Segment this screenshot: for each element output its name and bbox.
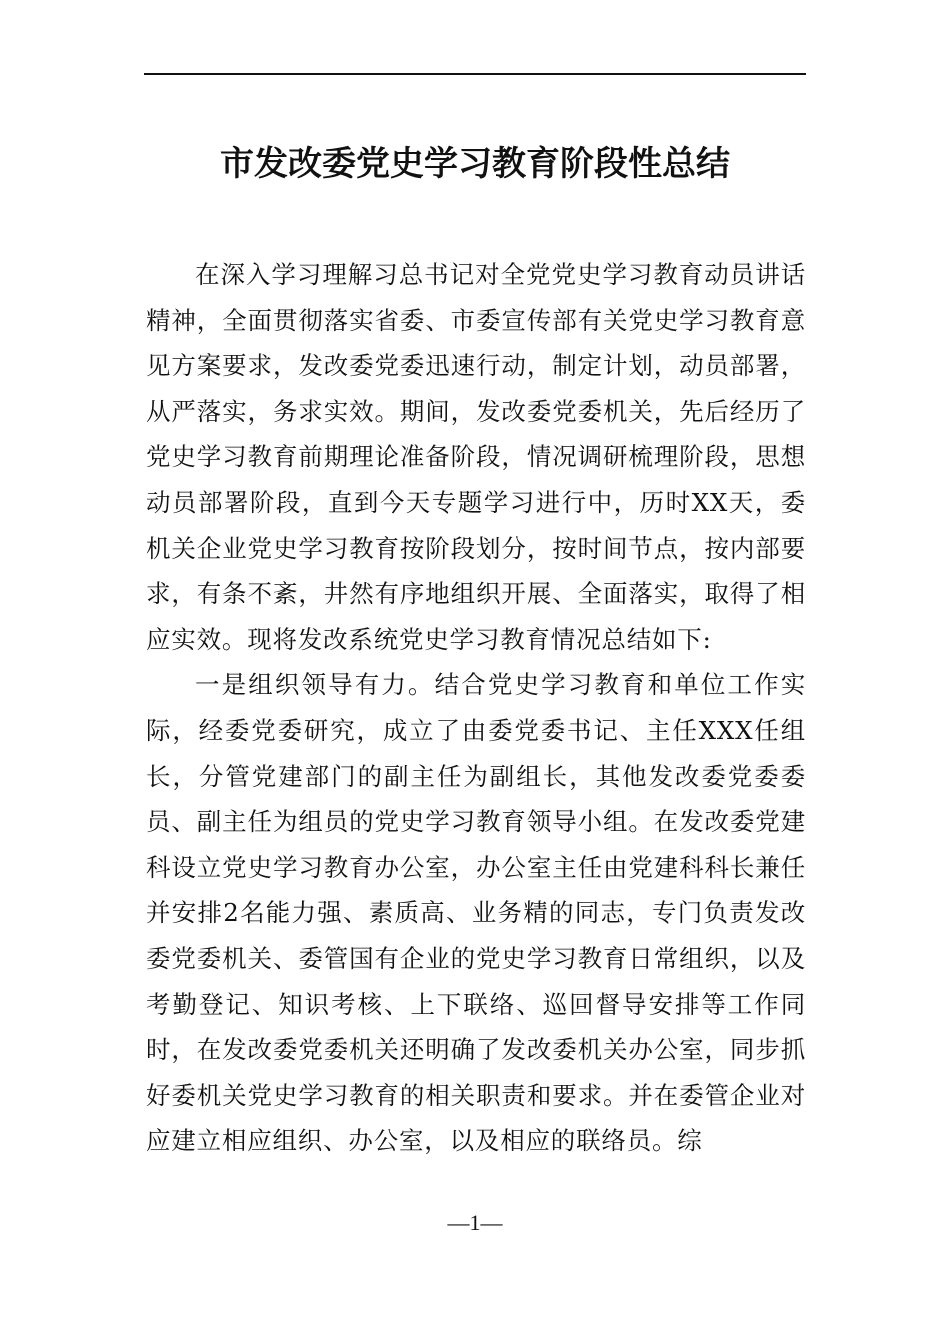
page-number: —1— <box>447 1210 503 1235</box>
paragraph-organization: 一是组织领导有力。结合党史学习教育和单位工作实际，经委党委研究，成立了由委党委书记、主任XXX任组长，分管党建部门的副主任为副组长，其他发改委党委委员、副主任为组员的党史学习教育领导小组。在发改委党建科设立党史学习教育办公室，办公室主任由党建科科长兼任并安排2名能力强、素质高、业务精的同志，专门负责发改委党委机关、委管国有企业的党史学习教育日常组织，以及考勤登记、知识考核、上下联络、巡回督导安排等工作同时，在发改委党委机关还明确了发改委机关办公室，同步抓好委机关党史学习教育的相关职责和要求。并在委管企业对应建立相应组织、办公室，以及相应的联络员。综 <box>146 670 806 1156</box>
document-title: 市发改委党史学习教育阶段性总结 <box>220 144 730 184</box>
document-body <box>146 252 806 1164</box>
header-rule <box>144 73 806 75</box>
paragraph-intro: 在深入学习理解习总书记对全党党史学习教育动员讲话精神，全面贯彻落实省委、市委宣传部有关党史学习教育意见方案要求，发改委党委迅速行动，制定计划，动员部署，从严落实，务求实效。期间，发改委党委机关，先后经历了党史学习教育前期理论准备阶段，情况调研梳理阶段，思想动员部署阶段，直到今天专题学习进行中，历时XX天，委机关企业党史学习教育按阶段划分，按时间节点，按内部要求，有条不紊，井然有序地组织开展、全面落实，取得了相应实效。现将发改系统党史学习教育情况总结如下: <box>146 260 806 654</box>
